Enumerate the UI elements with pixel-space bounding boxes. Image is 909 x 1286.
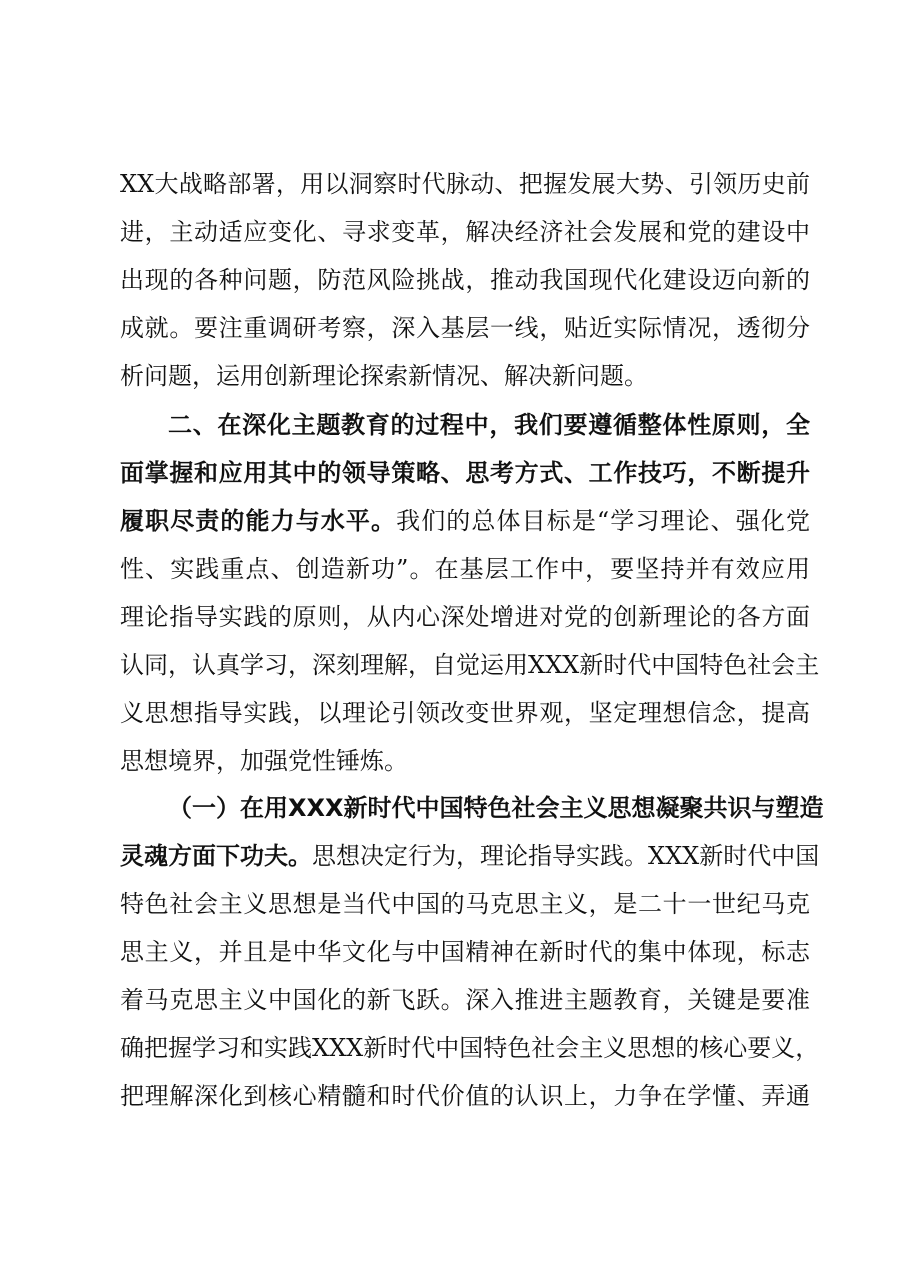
section-2-line-4 (120, 549, 810, 589)
text-line: 义思想指导实践，以理论引领改变世界观，坚定理想信念，提高 (120, 699, 810, 727)
heading-text: 履职尽责的能力与水平。 (120, 507, 397, 535)
body-text: 思想决定行为，理论指导实践。XXX新时代中国 (312, 842, 820, 870)
text-line (120, 836, 820, 876)
text-line: 出现的各种问题，防范风险挑战，推动我国现代化建设迈向新的 (120, 266, 810, 294)
text-line: 把理解深化到核心精髓和时代价值的认识上，力争在学懂、弄通 (120, 1082, 810, 1110)
text-line: 成就。要注重调研考察，深入基层一线，贴近实际情况，透彻分 (120, 314, 810, 342)
heading-text: （一）在用XXX新时代中国特色社会主义思想凝聚共识与塑造 (168, 794, 824, 822)
paragraph-1-line-1 (120, 164, 810, 204)
text-line: 确把握学习和实践XXX新时代中国特色社会主义思想的核心要义， (120, 1034, 820, 1062)
text-line: 思想境界，加强党性锤炼。 (120, 747, 408, 775)
paragraph-1-line-2 (120, 212, 810, 252)
subsection-1-line-2 (120, 836, 820, 876)
section-2-heading-line-1 (168, 405, 810, 445)
section-2-line-6 (120, 645, 820, 685)
body-text: 我们的总体目标是“学习理论、强化党 (396, 507, 810, 535)
text-line: 思主义，并且是中华文化与中国精神在新时代的集中体现，标志 (120, 938, 810, 966)
paragraph-1-line-5 (120, 356, 810, 396)
section-2-line-5 (120, 597, 810, 637)
text-line: 理论指导实践的原则，从内心深处增进对党的创新理论的各方面 (120, 603, 810, 631)
section-2-heading-line-2 (120, 453, 810, 493)
subsection-1-line-6 (120, 1028, 820, 1068)
subsection-1-heading-line-1 (168, 788, 824, 828)
heading-text: 二、在深化主题教育的过程中，我们要遵循整体性原则，全 (168, 411, 810, 439)
paragraph-1-line-3 (120, 260, 810, 300)
section-2-line-8 (120, 741, 810, 781)
text-line: 性、实践重点、创造新功”。在基层工作中，要坚持并有效应用 (120, 555, 810, 583)
text-line (120, 501, 810, 541)
subsection-1-line-5 (120, 980, 810, 1020)
text-line: 认同，认真学习，深刻理解，自觉运用XXX新时代中国特色社会主 (120, 651, 820, 679)
subsection-1-line-7 (120, 1076, 810, 1116)
heading-text: 灵魂方面下功夫。 (120, 842, 312, 870)
paragraph-1-line-4 (120, 308, 810, 348)
heading-text: 面掌握和应用其中的领导策略、思考方式、工作技巧，不断提升 (120, 459, 810, 487)
text-line: 进，主动适应变化、寻求变革，解决经济社会发展和党的建设中 (120, 218, 810, 246)
subsection-1-line-3 (120, 884, 810, 924)
text-line: 特色社会主义思想是当代中国的马克思主义，是二十一世纪马克 (120, 890, 810, 918)
text-line: 析问题，运用创新理论探索新情况、解决新问题。 (120, 362, 648, 390)
section-2-line-3 (120, 501, 810, 541)
subsection-1-line-4 (120, 932, 810, 972)
text-line: 着马克思主义中国化的新飞跃。深入推进主题教育，关键是要准 (120, 986, 810, 1014)
text-line: XX大战略部署，用以洞察时代脉动、把握发展大势、引领历史前 (120, 170, 810, 198)
section-2-line-7 (120, 693, 810, 733)
